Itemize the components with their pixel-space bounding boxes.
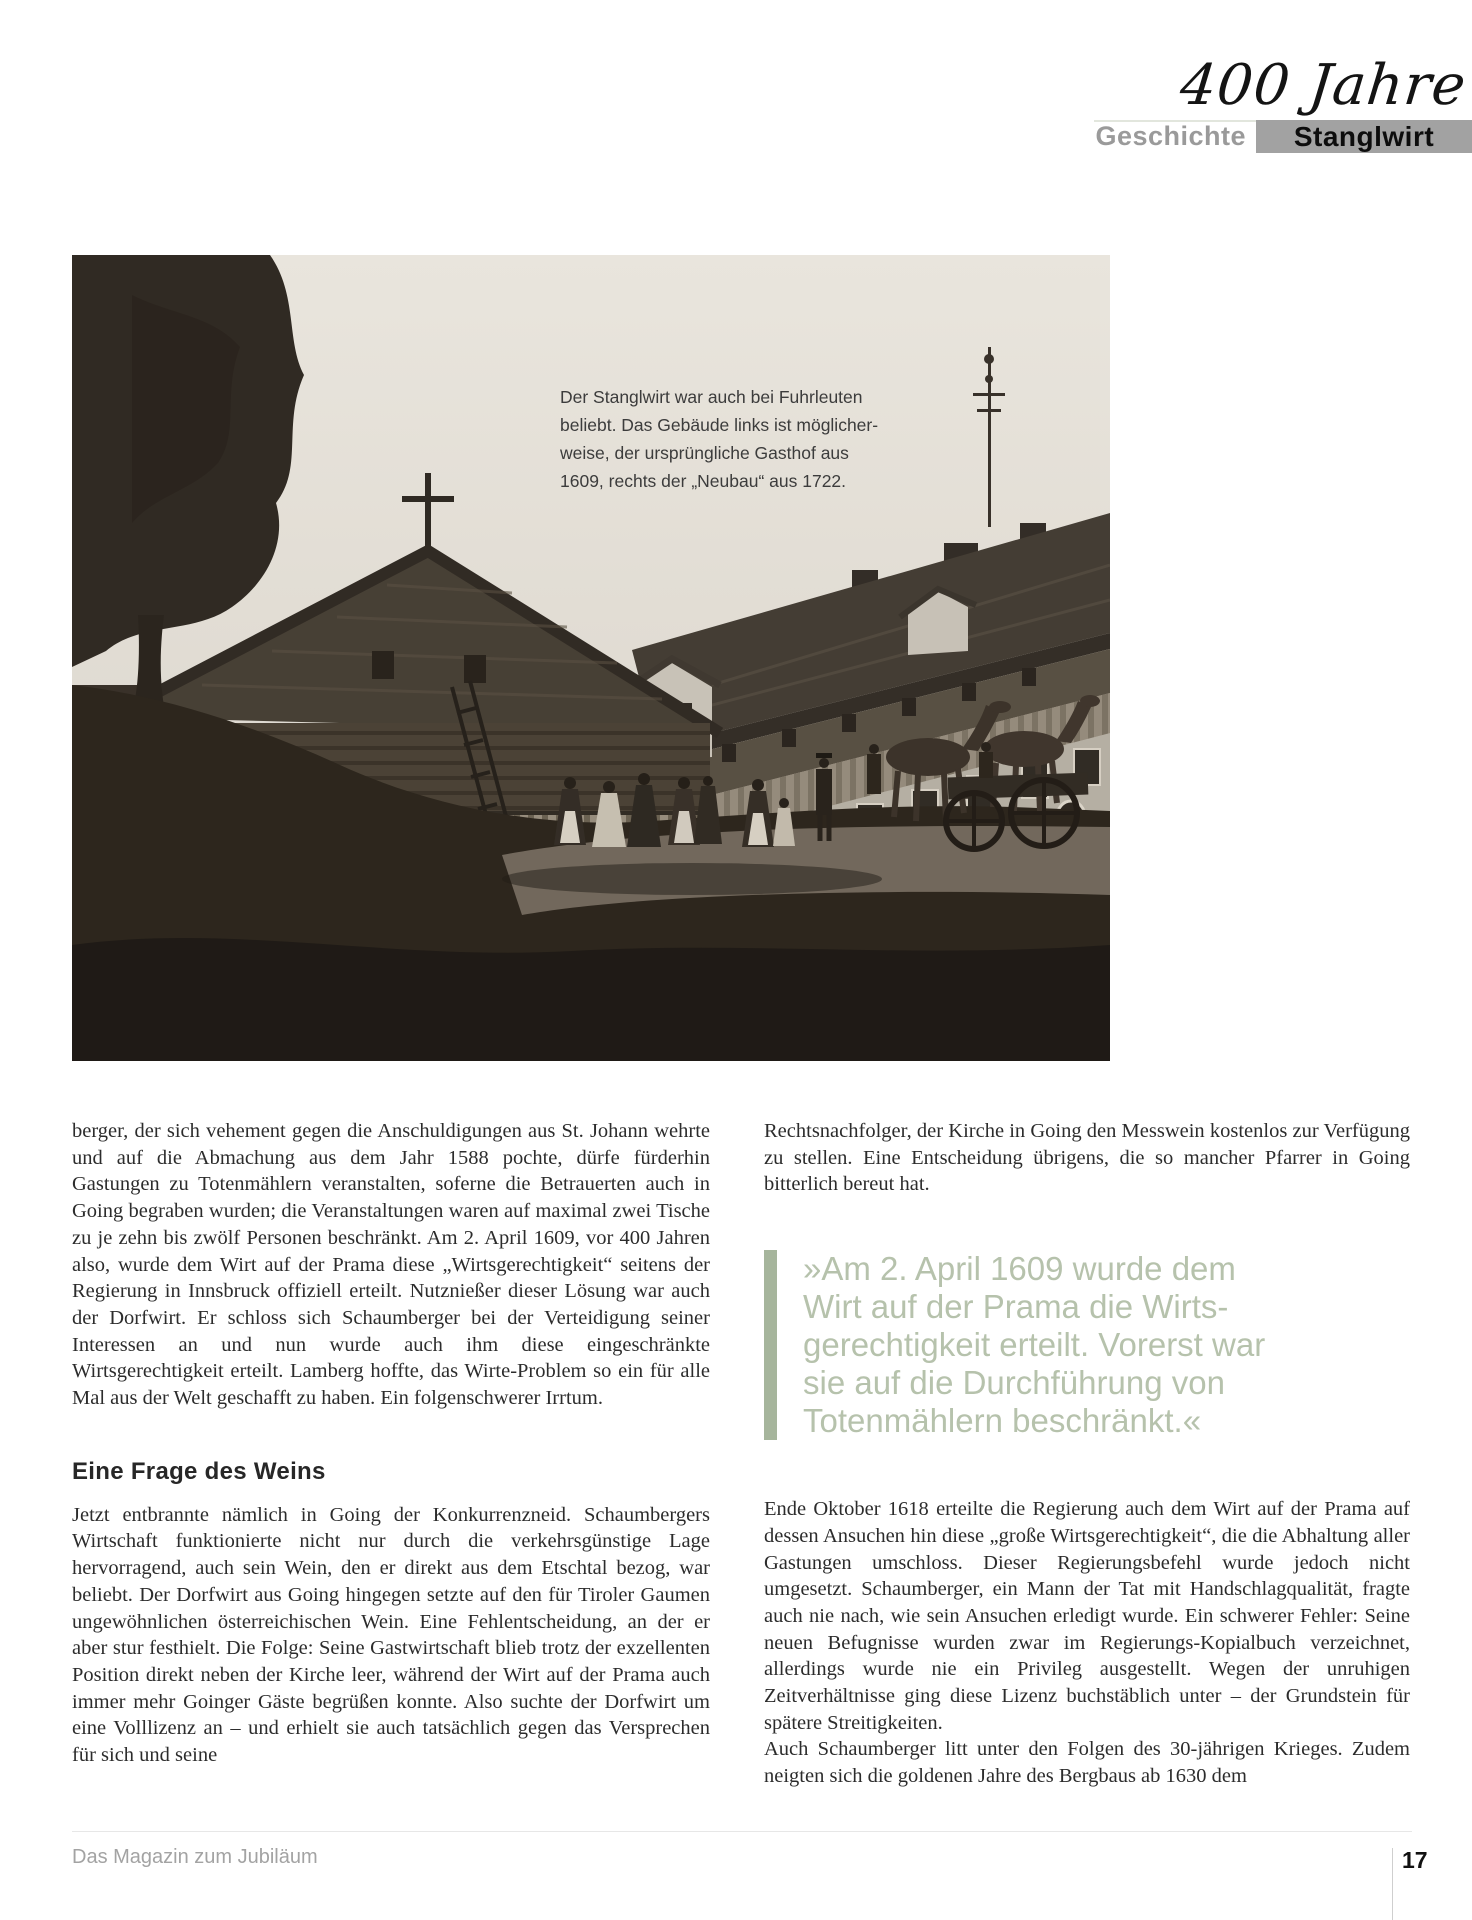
historic-photo-illustration (72, 255, 1110, 1061)
subheading-wine: Eine Frage des Weins (72, 1457, 326, 1485)
page-number: 17 (1402, 1847, 1428, 1873)
historic-photo (72, 255, 1110, 1061)
photo-caption-line: beliebt. Das Gebäude links ist möglicher- (560, 415, 879, 435)
photo-caption-line: weise, der ursprüngliche Gasthof aus (560, 443, 849, 463)
brand-box (1256, 120, 1472, 153)
pull-quote-line: »Am 2. April 1609 wurde dem (803, 1250, 1236, 1288)
pull-quote (764, 1250, 1410, 1440)
footer-rule (72, 1831, 1412, 1832)
page-number-rule (1392, 1848, 1393, 1920)
pull-quote-line: Totenmählern beschränkt.« (803, 1402, 1202, 1440)
photo-caption-line: 1609, rechts der „Neubau“ aus 1722. (560, 471, 847, 491)
left-paragraph-2: Jetzt entbrannte nämlich in Going der Konkurrenzneid. Schaumbergers Wirtschaft funktionierte nicht nur durch die verkehrsgünstige Lage hervorragend, auch sein Wein, den er direkt aus dem Etschtal bezog, war beliebt. Der Dorfwirt aus Going hingegen setzte auf den für Tiroler Gaumen ungewöhnlichen österreichischen Wein. Eine Fehlentscheidung, an der er aber stur festhielt. Die Folge: Seine Gastwirtschaft blieb trotz der exzellenten Position direkt neben der Kirche leer, während der Wirt auf der Prama auch immer mehr Goinger Gäste begrüßen konnte. Also suchte der Dorfwirt um eine Volllizenz an – und erhielt sie auch tatsächlich gegen das Versprechen für sich und seine (72, 1503, 710, 1767)
pull-quote-line: sie auf die Durchführung von (803, 1364, 1225, 1402)
footer-magazine-label: Das Magazin zum Jubiläum (72, 1846, 318, 1868)
right-paragraph-1: Rechtsnachfolger, der Kirche in Going den Messwein kostenlos zur Verfügung zu stellen. Eine Entscheidung übrigens, die so mancher Pfarrer in Going bitterlich bereut hat. (764, 1120, 1410, 1196)
right-paragraph-2: Ende Oktober 1618 erteilte die Regierung auch dem Wirt auf der Prama auf dessen Ansuchen hin diese „große Wirtsgerechtigkeit“, die die Abhaltung aller Gastungen umschloss. Dieser Regierungsbefehl wurde jedoch nicht umgesetzt. Schaumberger, ein Mann der Tat mit Handschlagqualität, fragte auch nie nach, wie sein Ansuchen erledigt wurde. Ein schwerer Fehler: Seine neuen Befugnisse wurden zwar im Regierungs-Kopialbuch verzeichnet, allerdings wurde nie ein Privileg ausgestellt. Wegen der unruhigen Zeitverhältnisse ging diese Lizenz buchstäblich unter – der Grundstein für spätere Streitigkeiten. (764, 1498, 1410, 1734)
right-column (764, 1118, 1410, 1790)
right-paragraph-3: Auch Schaumberger litt unter den Folgen des 30-jährigen Krieges. Zudem neigten sich die goldenen Jahre des Bergbaus ab 1630 dem (764, 1738, 1410, 1788)
photo-caption-line: Der Stanglwirt war auch bei Fuhrleuten (560, 387, 863, 407)
brand-400-jahre: 400 Jahre (1177, 53, 1470, 118)
photo-caption (560, 383, 900, 495)
section-label: Geschichte (1095, 121, 1246, 151)
left-column (72, 1118, 710, 1769)
brand-stanglwirt: Stanglwirt (1293, 120, 1435, 152)
pull-quote-line: gerechtigkeit erteilt. Vorerst war (803, 1326, 1266, 1364)
left-paragraph-1: berger, der sich vehement gegen die Anschuldigungen aus St. Johann wehrte und auf die Abmachung aus dem Jahr 1588 pochte, dürfe fürderhin Gastungen zu Totenmählern veranstalten, soferne die Betrauerten auch in Going begraben wurden; die Veranstaltungen waren auf maximal zwei Tische zu je zehn bis zwölf Personen beschränkt. Am 2. April 1609, vor 400 Jahren also, wurde dem Wirt auf der Prama diese „Wirtsgerechtigkeit“ seitens der Regierung in Innsbruck offiziell erteilt. Nutznießer dieser Lösung war auch der Dorfwirt. Er schloss sich Schaumberger bei der Verteidigung seiner Interessen an und nun wurde auch ihm diese eingeschränkte Wirtsgerechtigkeit erteilt. Lamberg hoffte, das Wirte-Problem so ein für alle Mal aus der Welt geschafft zu haben. Ein folgenschwerer Irrtum. (72, 1120, 710, 1410)
pull-quote-line: Wirt auf der Prama die Wirts- (803, 1288, 1229, 1326)
